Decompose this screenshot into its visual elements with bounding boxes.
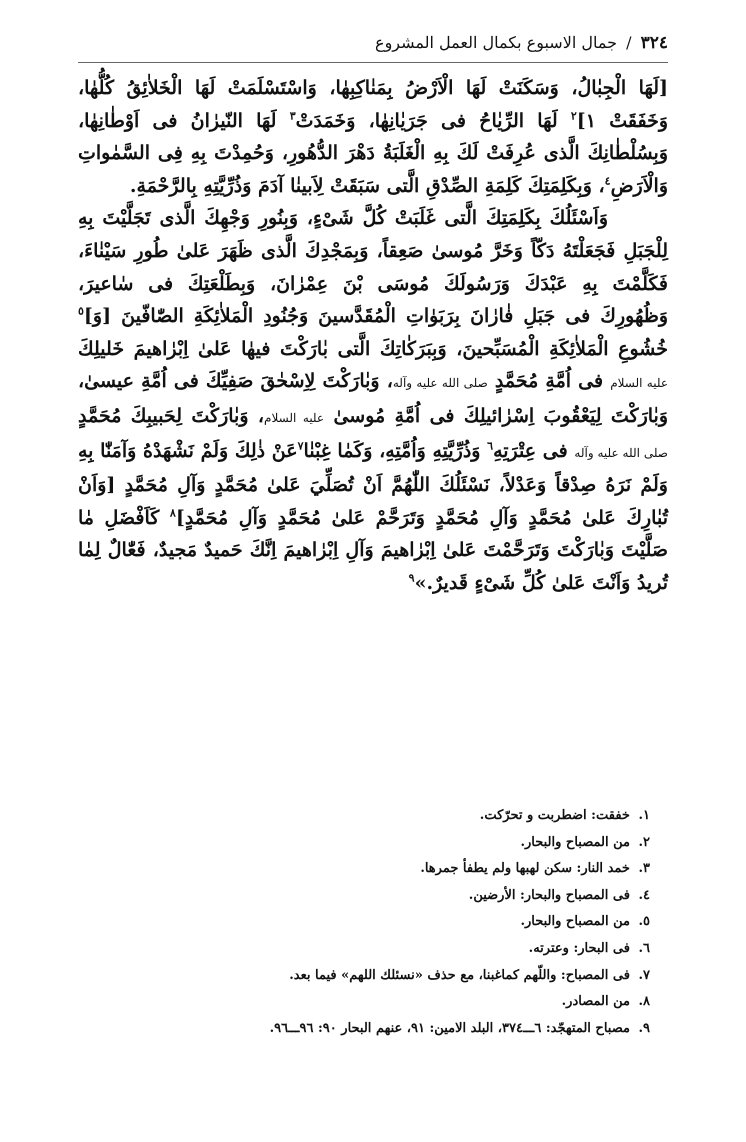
footnote-item bbox=[78, 830, 650, 857]
footnote-number: ٦. bbox=[638, 940, 650, 956]
book-title: جمال الاسبوع بكمال العمل المشروع bbox=[375, 33, 618, 52]
footnote-item bbox=[78, 936, 650, 963]
footnote-text: من المصادر. bbox=[561, 994, 630, 1010]
footnote-number: ٨. bbox=[638, 994, 650, 1010]
footnote-text: مصباح المتهجّد: ٦ـــ٣٧٤، البلد الامين: ٩١، عنهم البحار ٩٠: ٩٦ـــ٩٦. bbox=[269, 1020, 630, 1036]
footnote-number: ٧. bbox=[638, 967, 650, 983]
paragraph-2 bbox=[78, 202, 668, 599]
footnote-ref: ٣ bbox=[289, 109, 296, 123]
footnote-text: فى المصباح: واللّهم كماغبنا، مع حذف «نسئلك اللهم» فيما بعد. bbox=[289, 967, 630, 983]
text-segment: لَهَا النّيرٰانُ فى اَوْطٰانِهٰا، وَبِسُلْطٰانِكَ الَّذى عُرِفَتْ لَكَ بِهِ الْغَلَبَةُ دَهْرَ الدُّهُورِ، وَحُمِدْتَ بِهِ فِى السَّمٰواتِ وَالْاَرَضِ bbox=[78, 109, 668, 197]
footnote-number: ٣. bbox=[638, 861, 650, 877]
text-segment: وَذُرِّيَّتِهِ وَاُمَّتِهِ، وَكَمٰا غِبْنٰا bbox=[303, 439, 481, 462]
text-segment: فى عِتْرَتِهِ bbox=[493, 439, 568, 462]
honorific: صلى الله عليه وآله bbox=[392, 376, 488, 391]
honorific: عليه السلام bbox=[264, 410, 325, 425]
text-segment: ، وَبٰارَكْتَ لِحَبيبِكَ مُحَمَّدٍ bbox=[78, 404, 265, 427]
text-segment: لَهَا الرِّيٰاحُ فى جَرَيٰانِهٰا، وَخَمَدَتْ bbox=[295, 109, 558, 132]
footnote-ref: ٤ bbox=[604, 174, 611, 188]
footnote-item bbox=[78, 803, 650, 830]
text-segment: فى اُمَّةِ مُحَمَّدٍ bbox=[494, 370, 604, 393]
footnote-item bbox=[78, 883, 650, 910]
footnote-number: ٩. bbox=[638, 1020, 650, 1036]
footnote-text: من المصباح والبحار. bbox=[520, 914, 630, 930]
honorific: صلى الله عليه وآله bbox=[574, 445, 668, 460]
header-separator: / bbox=[626, 33, 632, 52]
footnote-item bbox=[78, 963, 650, 990]
footnotes bbox=[78, 803, 650, 1042]
footnote-ref: ٨ bbox=[169, 506, 176, 520]
running-head bbox=[78, 30, 668, 56]
text-segment: ، وَبٰارَكْتَ لِاِسْحٰقَ صَفِيِّكَ فى اُمَّةِ عيسىٰ، وَبٰارَكْتَ لِيَعْقُوبَ اِسْرٰائيلِكَ فى اُمَّةِ مُوسىٰ bbox=[78, 370, 668, 427]
text-segment: ، وَبِكَلِمَتِكَ كَلِمَةِ الصِّدْقِ الَّتى سَبَقَتْ لِاَبينٰا آدَمَ وَذُرِّيَّتِهِ بِالرَّحْمَةِ. bbox=[129, 174, 605, 197]
footnote-item bbox=[78, 989, 650, 1016]
text-segment: [لَهَا الْجِبٰالُ، وَسَكَنَتْ لَهَا الْاَرْضُ بِمَنٰاكِبِهٰا، وَاسْتَسْلَمَتْ لَهَا الْخَلاٰئِقُ كُلُّهٰا، وَخَفَقَتْ ١] bbox=[78, 77, 668, 132]
header-rule bbox=[78, 62, 668, 63]
footnote-number: ١. bbox=[638, 808, 650, 823]
text-segment: وَاَسْئَلُكَ بِكَلِمَتِكَ الَّتى غَلَبَتْ كُلَّ شَىْءٍ، وَبِنُورِ وَجْهِكَ الَّذى تَجَلَّيْتَ بِهِ لِلْجَبَلِ فَجَعَلْتَهُ دَكّاً وَخَرَّ مُوسىٰ صَعِقاً، وَبِمَجْدِكَ الَّذى ظَهَرَ عَلىٰ طُورِ سَيْنٰاءَ، فَكَلَّمْتَ بِهِ عَبْدَكَ وَرَسُولَكَ مُوسَى بْنَ عِمْرٰانَ، وَبِطَلْعَتِكَ فى سٰاعيرَ، وَظُهُورِكَ فى جَبَلِ فٰارٰانَ بِرَبَوٰاتِ الْمُقَدَّسينَ وَجُنُودِ الْمَلاٰئِكَةِ الصّٰافّينَ [وَ] bbox=[78, 207, 668, 328]
footnote-text: فى البحار: وعترته. bbox=[528, 940, 630, 956]
footnote-number: ٥. bbox=[638, 914, 650, 930]
footnote-number: ٤. bbox=[638, 887, 650, 903]
footnote-text: خمد النار: سكن لهبها ولم يطفأ جمرها. bbox=[420, 861, 630, 877]
footnote-text: من المصباح والبحار. bbox=[520, 834, 630, 850]
footnote-ref: ٦ bbox=[487, 439, 494, 453]
footnote-ref: ٩ bbox=[408, 571, 415, 585]
footnote-ref: ٢ bbox=[570, 109, 577, 123]
prayer-text bbox=[78, 72, 668, 600]
footnote-text: فى المصباح والبحار: الأرضين. bbox=[468, 887, 630, 903]
text-segment: عَنْ ذٰلِكَ وَلَمْ نَشْهَدْهُ وَآمَنّٰا بِهِ وَلَمْ نَرَهُ صِدْقاً وَعَدْلاً، نَسْئَلُكَ اللّٰهُمَّ اَنْ تُصَلِّيَ عَلىٰ مُحَمَّدٍ وَآلِ مُحَمَّدٍ [وَاَنْ تُبٰارِكَ عَلىٰ مُحَمَّدٍ وَآلِ مُحَمَّدٍ وَتَرَحَّمْ عَلىٰ مُحَمَّدٍ وَآلِ مُحَمَّدٍ] bbox=[78, 439, 668, 529]
footnote-number: ٢. bbox=[638, 834, 650, 850]
footnote-ref: ٧ bbox=[297, 439, 304, 453]
page-number: ٣٢٤ bbox=[640, 33, 668, 53]
footnote-text: خفقت: اضطربت و تحرّكت. bbox=[479, 808, 630, 823]
footnote-item bbox=[78, 1016, 650, 1043]
footnote-item bbox=[78, 909, 650, 936]
paragraph-1 bbox=[78, 72, 668, 202]
footnote-item bbox=[78, 856, 650, 883]
honorific: عليه السلام bbox=[610, 376, 668, 391]
text-segment: خُشُوعِ الْمَلاٰئِكَةِ الْمُسَبِّحينَ، وَبِبَرَكٰاتِكَ الَّتى بٰارَكْتَ فيهٰا عَلىٰ اِبْرٰاهيمَ خَليلِكَ bbox=[78, 337, 668, 360]
text-segment: كَاَفْضَلِ مٰا صَلَّيْتَ وَبٰارَكْتَ وَتَرَحَّمْتَ عَلىٰ اِبْرٰاهيمَ وَآلِ اِبْرٰاهيمَ اِنَّكَ حَميدٌ مَجيدٌ، فَعّٰالٌ لِمٰا تُريدُ وَاَنْتَ عَلىٰ كُلِّ شَىْءٍ قَديرٌ.» bbox=[78, 506, 668, 594]
footnote-ref: ٥ bbox=[78, 304, 84, 318]
